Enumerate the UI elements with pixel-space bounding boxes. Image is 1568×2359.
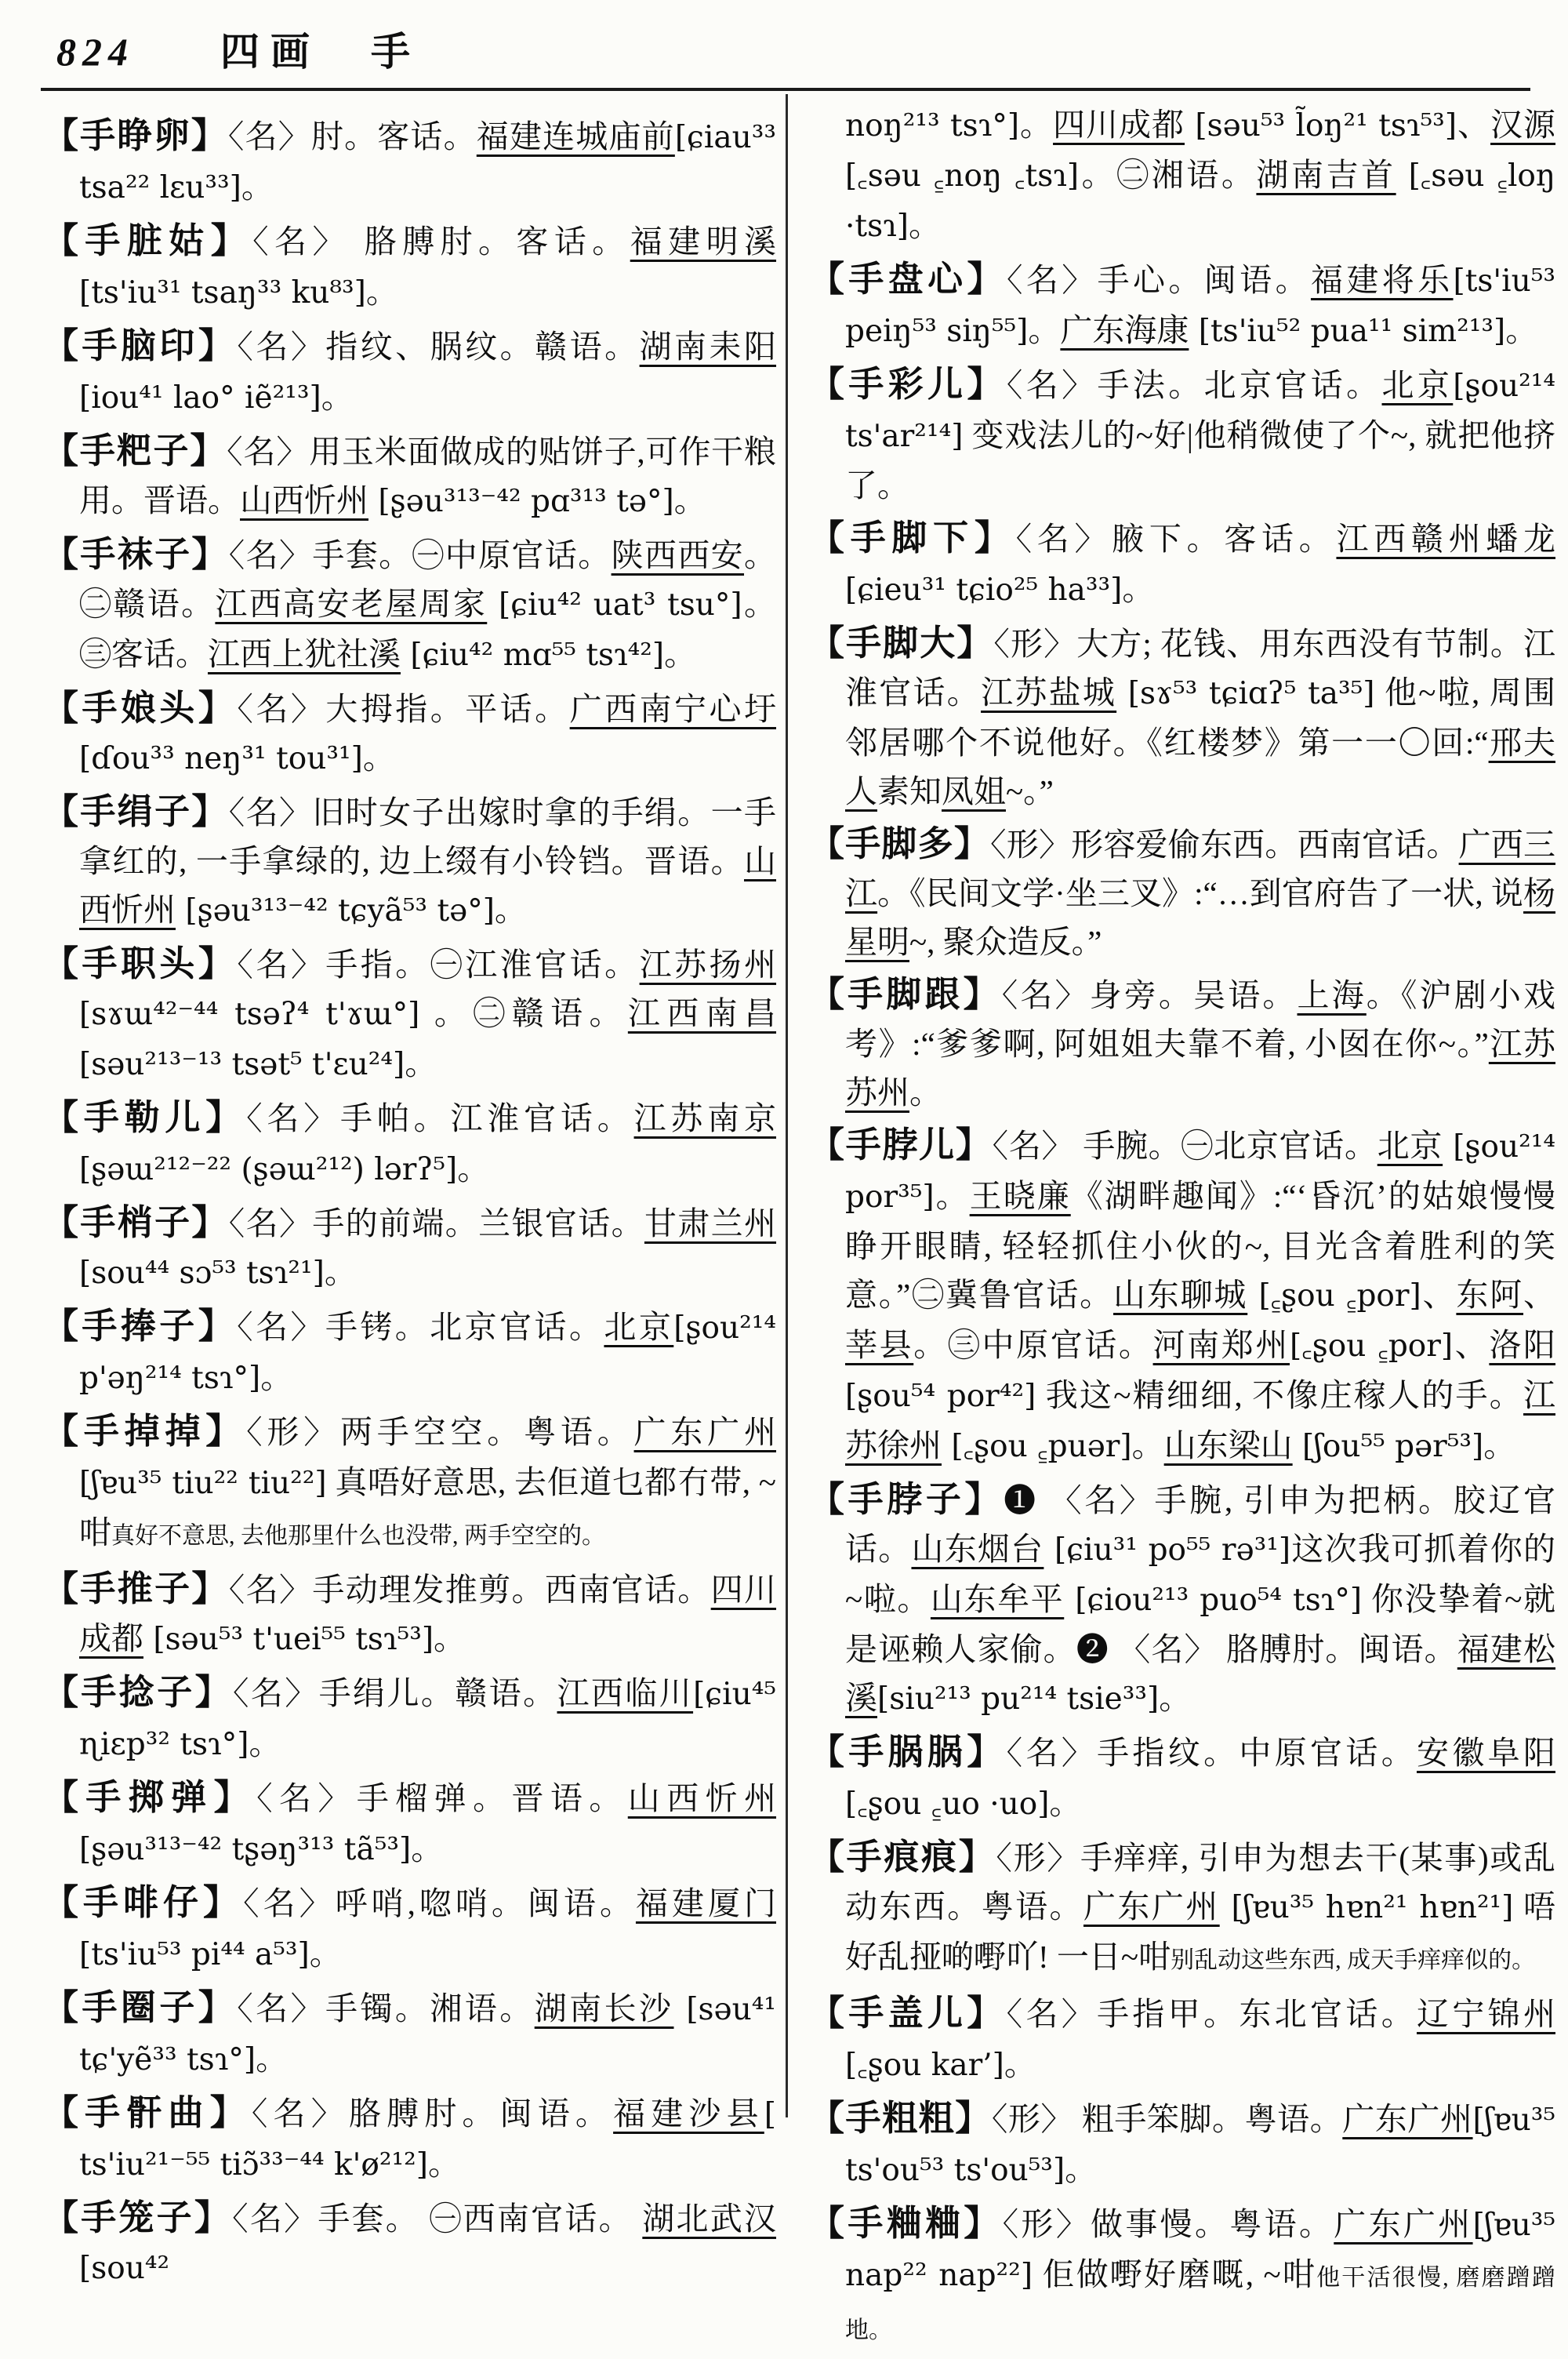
place-name: 王晓廉 [969,1178,1071,1214]
place-name: 江苏徐州 [845,1377,1555,1463]
headword: 【手脖儿】 [809,1125,993,1165]
definition-text: 、 [1457,107,1491,143]
phonetic-transcription: [səu⁵³ l̃oŋ²¹ tsɿ⁵³] [1185,108,1457,144]
headword: 【手脚大】 [809,623,994,663]
page-header [56,20,421,77]
entry-手脚多 [809,820,1555,966]
headword: 【手勒儿】 [43,1098,247,1137]
definition-text: 。 [1131,1427,1164,1463]
definition-text: 〈名〉手心。闽语。 [1006,262,1311,298]
place-name: 杨星明 [845,875,1556,960]
headword: 【手啡仔】 [43,1883,244,1922]
place-name: 广东广州 [1342,2101,1473,2137]
place-name: 广东广州 [1083,1888,1220,1925]
entry-手睁卵 [43,111,776,213]
place-name: 安徽阜阳 [1417,1735,1555,1771]
place-name: 山东烟台 [911,1531,1044,1567]
definition-text: 。㊁湘语。 [1079,157,1257,193]
definition-text: 〈名〉呼哨,唿哨。闽语。 [243,1885,636,1921]
entry-手彩儿 [809,360,1555,510]
definition-text: 我这~精细细, 不像庄稼人的手。 [1036,1377,1523,1413]
definition-text: 〈名〉手指纹。中原官话。 [1006,1735,1417,1771]
definition-text: ~, 聚众造反。” [909,924,1102,960]
place-name: 江西赣州蟠龙 [1336,521,1556,557]
entry-手掷弹 [43,1773,776,1874]
place-name: 莘县 [845,1327,914,1363]
entry-手梢子 [43,1198,776,1298]
place-name: 福建厦门 [635,1885,776,1921]
definition-text: 唔好乱挜啲嘢吖! 一日~咁 [845,1888,1556,1975]
phonetic-transcription: [sɤ⁵³ tɕiɑʔ⁵ ta³⁵] [1116,676,1375,711]
phonetic-transcription: [꜁ʂou ꜁por] [1247,1278,1421,1314]
place-name: 湖南吉首 [1256,157,1396,193]
entry-手脚跟 [809,970,1555,1117]
definition-text: ~。” [1006,773,1054,809]
headword: 【手职头】 [43,944,238,983]
place-name: 上海 [1297,977,1367,1013]
headword: 【手掉掉】 [43,1412,247,1451]
column-left [43,111,776,2297]
definition-text: 〈名〉大拇指。平话。 [237,691,570,727]
column-divider [786,94,788,2117]
place-name: 甘肃兰州 [644,1205,777,1241]
definition-text: 。㊂客话。 [79,586,776,672]
place-name: 山西忻州 [627,1780,777,1816]
entry-手粬粬 [809,2199,1555,2355]
phonetic-transcription: [꜀ʂou ꜁uo ·uo] [845,1787,1050,1822]
definition-text: 〈名〉手镯。湘语。 [237,1990,535,2026]
phonetic-transcription: [꜀ʂou ꜁puər] [942,1429,1132,1464]
entry-手脖儿 [809,1121,1555,1471]
phonetic-transcription: [ʂəɯ²¹²⁻²² (ʂəɯ²¹²) lərʔ⁵] [79,1152,458,1187]
headword: 【手圈子】 [43,1988,238,2027]
entry-手笼子 [43,2194,776,2293]
headword: 【手笼子】 [43,2198,233,2237]
entry-手骭曲 [43,2088,776,2190]
phonetic-transcription: [ʂou²¹⁴ ts'ar²¹⁴] [845,369,1555,454]
phonetic-transcription: [sou⁴² [79,2251,170,2286]
phonetic-transcription: [ɕiu⁴⁵ ɳiɛp³² tsɿ°] [79,1677,776,1762]
page-number: 824 [56,30,134,74]
headword: 【手脚下】 [809,518,1016,558]
place-name: 江西南昌 [627,995,777,1031]
definition-text: 这次我可抓着你的~啦。 [845,1531,1556,1617]
headword: 【手盘心】 [809,260,1007,299]
definition-text: 〈形〉形容爱偷东西。西南官话。 [990,827,1459,863]
phonetic-transcription: [sou⁴⁴ sɔ⁵³ tsɿ²¹] [79,1256,325,1291]
entry-手捻子 [43,1668,776,1769]
entry-手勒儿 [43,1093,776,1194]
phonetic-transcription: [ts'iu³¹ tsaŋ³³ ku⁸³] [79,275,366,311]
definition-text: 〈形〉 粗手笨脚。粤语。 [991,2101,1343,2137]
definition-text: 。 [1065,2151,1098,2187]
headword: 【手粑子】 [43,431,227,471]
headword: 【手娘头】 [43,689,238,728]
headword: 【手睁卵】 [43,116,228,155]
place-name: 汉源 [1490,107,1556,143]
definition-text: 、 [1453,1327,1490,1363]
definition-text: 〈名〉旧时女子出嫁时拿的手绢。一手拿红的, 一手拿绿的, 边上缀有小铃铛。晋语。 [79,794,776,879]
entry-手脚大 [809,619,1555,816]
phonetic-transcription: [ ts'iu²¹⁻⁵⁵ tiɔ̃³³⁻⁴⁴ k'ø²¹²] [79,2097,776,2183]
definition-text: 《湖畔趣闻》:“‘昏沉’的姑娘慢慢睁开眼睛, 轻轻抓住小伙的~, 目光含着胜利的笑意。”㊁冀鲁官话。 [845,1178,1556,1313]
definition-text: 。 [1483,1427,1516,1463]
definition-text: 〈名〉腋下。客话。 [1015,521,1337,557]
entry-手脑印 [43,322,776,423]
definition-text: 。 [1159,1680,1192,1716]
definition-text: 。 [1004,2046,1036,2082]
place-name: 江西上犹社溪 [208,636,401,672]
headword: 【手彩儿】 [809,365,1007,404]
place-name: 福建松溪 [845,1631,1556,1716]
place-name: 四川成都 [79,1572,777,1656]
definition-text: 、 [1523,1277,1556,1313]
phonetic-transcription: [ʂəu³¹³⁻⁴² pɑ³¹³ tə°] [368,484,674,519]
definition-text: 〈形〉两手空空。粤语。 [246,1414,634,1450]
definition-text: 〈名〉手榴弹。晋语。 [256,1780,628,1816]
definition-text: 真唔好意思, 去佢道乜都冇带, ~咁 [79,1464,776,1550]
place-name: 江西高安老屋周家 [215,586,488,622]
definition-text: 素知 [877,773,942,809]
definition-text: 。 [324,1254,357,1290]
place-name: 江苏南京 [633,1100,776,1136]
place-name: 山东牟平 [930,1581,1065,1617]
phonetic-transcription: [꜀ʂou kar’] [845,2048,1004,2083]
definition-text: 。 [249,1725,281,1761]
definition-text: 佢做嘢好磨嘅, ~咁 [1033,2256,1317,2292]
phonetic-transcription: [ʃɐu³⁵ nap²² nap²²] [845,2208,1556,2293]
place-name: 河南郑州 [1152,1327,1290,1363]
place-name: 福建连城庙前 [476,118,675,154]
entry-手圈子 [43,1983,776,2085]
definition-text: 。㊂中原官话。 [913,1327,1153,1363]
place-name: 凤姐 [942,773,1006,809]
headword: 【手梢子】 [43,1203,229,1242]
entry-手盘心 [809,255,1555,356]
place-name: 山东梁山 [1163,1427,1293,1463]
phonetic-transcription: [səu⁴¹ tɕ'yẽ³³ tsɿ°] [79,1992,777,2077]
phonetic-transcription: [꜀səu ꜁noŋ ꜀tsɿ] [845,158,1080,194]
definition-text: ❶ 〈名〉手腕, 引申为把柄。胶辽官话。 [845,1482,1555,1567]
translation-gloss: 他干活很慢, 磨磨蹭蹭地。 [845,2265,1555,2343]
place-name: 江西临川 [557,1675,694,1711]
headword: 【手脏姑】 [43,221,253,260]
definition-text: 。 [934,1178,970,1214]
definition-text: 〈名〉 手腕。㊀北京官话。 [992,1128,1377,1164]
phonetic-transcription: [ɕiu³¹ po⁵⁵ rə³¹] [1044,1532,1291,1568]
entry-手脶脶 [809,1728,1555,1829]
entry-手脚下 [809,514,1555,615]
phonetic-transcription: [ɕiau³³ tsa²² lɛu³³] [79,120,776,205]
phonetic-transcription: [ʃɐu³⁵ ts'ou⁵³ ts'ou⁵³] [845,2103,1555,2188]
definition-text: 。 [362,740,395,776]
phonetic-transcription: [ʂəu³¹³⁻⁴² tʂəŋ³¹³ tã⁵³] [79,1832,412,1867]
definition-text: 〈名〉手法。北京官话。 [1006,367,1382,403]
place-name: 山东聊城 [1112,1277,1248,1313]
place-name: 东阿 [1456,1277,1524,1313]
entry-手粑子 [43,427,776,526]
phonetic-transcription: [꜀ʂou ꜁por] [1290,1329,1454,1364]
phonetic-transcription: [ɕiu⁴² uat³ tsu°] [487,587,742,623]
phonetic-transcription: [ts'iu⁵³ pi⁴⁴ a⁵³] [79,1937,310,1972]
headword: 【手脶脶】 [809,1732,1007,1772]
definition-text: 〈形〉做事慢。粤语。 [1002,2206,1334,2242]
phonetic-transcription: [ɗou³³ neŋ³¹ tou³¹] [79,741,363,776]
phonetic-transcription: [ʂou²¹⁴ por³⁵] [845,1129,1555,1215]
place-name: 福建将乐 [1310,262,1454,298]
definition-text: 。《沪剧小戏考》:“爹爹啊, 阿姐姐夫靠不着, 小囡在你~。” [845,977,1556,1062]
headword: 【手绢子】 [43,792,229,831]
definition-text: 。 [321,379,354,415]
phonetic-transcription: [ʃɐu³⁵ hɐn²¹ hɐn²¹] [1219,1890,1514,1925]
headword: 【手粗粗】 [809,2099,992,2138]
definition-text: 。 [427,2146,460,2182]
definition-text: 〈名〉手帕。江淮官话。 [246,1100,634,1136]
section-title: 四画 手 [220,30,421,74]
headword: 【手捧子】 [43,1307,238,1346]
definition-text: 你没挚着~就是诬赖人家偷。❷ 〈名〉 胳膊肘。闽语。 [845,1581,1556,1667]
entry-手职头 [43,940,776,1089]
place-name: 福建明溪 [630,224,777,260]
place-name: 北京 [1381,367,1454,403]
entry-手盖儿 [809,1989,1555,2090]
definition-text: 〈名〉用玉米面做成的贴饼子,可作干粮用。晋语。 [79,434,776,518]
phonetic-transcription: [siu²¹³ pu²¹⁴ tsie³³] [877,1681,1160,1717]
phonetic-transcription: [ʃou⁵⁵ pər⁵³] [1292,1429,1484,1464]
definition-text: 〈形〉手痒痒, 引申为想去干(某事)或乱动东西。粤语。 [845,1840,1555,1925]
place-name: 福建沙县 [613,2095,764,2132]
definition-text: 。 [256,2041,289,2077]
definition-text: 。 [434,1620,466,1656]
definition-text: 。 [1122,571,1155,607]
definition-text: 。 [908,207,941,243]
place-name: 邢夫人 [845,725,1555,809]
place-name: 湖南耒阳 [639,329,777,365]
definition-text: 。 [457,1150,490,1187]
entry-手推子 [43,1565,776,1664]
translation-gloss: 别乱动这些东西, 成天手痒痒似的。 [1171,1947,1536,1973]
phonetic-transcription: [ʂəu³¹³⁻⁴² tɕyã⁵³ tə°] [176,893,495,929]
definition-text: 。 [1019,107,1054,143]
column-right [809,100,1555,2359]
definition-text: 〈形〉大方; 花钱、用东西没有节制。江淮官话。 [845,626,1555,711]
place-name: 洛阳 [1489,1327,1556,1363]
headword: 【手粬粬】 [809,2204,1003,2243]
place-name: 广东广州 [1334,2206,1473,2242]
definition-text: 。 [241,169,274,205]
entry-手捧子 [43,1302,776,1403]
phonetic-transcription: [ts'iu⁵² pua¹¹ sim²¹³] [1189,314,1506,349]
place-name: 辽宁锦州 [1417,1996,1555,2032]
headword: 【手脖子】 [809,1480,1004,1519]
definition-text: 。 [411,1830,444,1866]
place-name: 江苏盐城 [981,674,1117,711]
headword: 【手脚多】 [809,824,991,863]
headword: 【手捻子】 [43,1673,233,1712]
phonetic-transcription: [ʂou²¹⁴ p'əŋ²¹⁴ tsɿ°] [79,1310,777,1396]
headword: 【手痕痕】 [809,1837,996,1877]
entry-continuation [809,100,1555,251]
phonetic-transcription: [ts'iu⁵³ peiŋ⁵³ siŋ⁵⁵] [845,264,1555,349]
entry-手掉掉 [43,1407,776,1561]
definition-text: 〈名〉 胳膊肘。客话。 [252,224,630,260]
definition-text: 〈名〉手动理发推剪。西南官话。 [228,1572,711,1608]
definition-text: 。 [664,636,697,672]
place-name: 湖北武汉 [642,2201,776,2237]
entry-手啡仔 [43,1878,776,1979]
definition-text: 。 [1505,312,1538,348]
phonetic-transcription: [ʃɐu³⁵ tiu²² tiu²²] [79,1466,327,1501]
entry-手绢子 [43,787,776,936]
definition-text: 、 [1421,1277,1457,1313]
definition-text: 〈名〉身旁。吴语。 [1001,977,1298,1013]
place-name: 四川成都 [1053,107,1185,143]
definition-text: 。 [260,1359,293,1395]
headword: 【手袜子】 [43,535,229,574]
definition-text: 。《民间文学·坐三叉》:“…到官府告了一状, 说 [877,875,1524,911]
entry-手粗粗 [809,2094,1555,2195]
headword: 【手骭曲】 [43,2093,252,2132]
headword: 【手推子】 [43,1569,229,1608]
definition-text: 。 [673,482,706,518]
phonetic-transcription: [ɕiou²¹³ puo⁵⁴ tsɿ°] [1064,1583,1363,1618]
phonetic-transcription: [səu⁵³ t'uei⁵⁵ tsɿ⁵³] [143,1622,434,1657]
place-name: 湖南长沙 [534,1990,674,2026]
phonetic-transcription: [ʂou⁵⁴ por⁴²] [845,1379,1036,1414]
headword: 【手脚跟】 [809,975,1002,1014]
entry-手脏姑 [43,216,776,318]
definition-text: 〈名〉指纹、脶纹。赣语。 [237,329,640,365]
place-name: 山西忻州 [79,843,776,928]
phonetic-transcription: [səu²¹³⁻¹³ tsət⁵ t'ɛu²⁴] [79,1047,405,1082]
place-name: 江苏苏州 [845,1026,1556,1110]
headword: 【手盖儿】 [809,1994,1007,2033]
definition-text: 。 [309,1936,342,1972]
place-name: 江苏扬州 [639,947,777,983]
place-name: 山西忻州 [240,482,368,518]
place-name: 北京 [1377,1128,1443,1164]
definition-text: 〈名〉手铐。北京官话。 [237,1309,604,1345]
place-name: 北京 [604,1309,674,1345]
definition-text: 〈名〉手套。㊀中原官话。 [228,537,612,573]
phonetic-transcription: [sɤɯ⁴²⁻⁴⁴ tsəʔ⁴ t'ɤɯ°] [79,997,420,1032]
translation-gloss: 真好不意思, 去他那里什么也没带, 两手空空的。 [111,1523,605,1549]
entry-手痕痕 [809,1833,1555,1985]
definition-text: 。 [909,1074,942,1110]
definition-text: 变戏法儿的~好|他稍微使了个~, 就把他挤了。 [845,417,1555,503]
definition-text: 〈名〉肘。客话。 [227,118,477,154]
definition-text: 。 [494,892,527,928]
place-name: 广东海康 [1060,312,1189,348]
phonetic-transcription: [ɕiu⁴² mɑ⁵⁵ tsɿ⁴²] [401,638,665,673]
definition-text: 。 [365,274,398,310]
definition-text: 〈名〉手套。 ㊀西南官话。 [232,2201,643,2237]
definition-text: 。 [1049,1785,1082,1821]
phonetic-transcription: [꜀səu ꜁loŋ ·tsɿ] [845,158,1556,244]
definition-text: 〈名〉胳膊肘。闽语。 [251,2095,614,2132]
definition-text: 〈名〉手的前端。兰银官话。 [228,1205,644,1241]
place-name: 广西三江 [845,827,1556,911]
entry-手脖子 [809,1475,1555,1724]
header-rule [41,88,1530,91]
place-name: 广东广州 [633,1414,776,1450]
definition-text: 。 [405,1045,437,1081]
headword: 【手脑印】 [43,326,238,365]
definition-text: 。 [1028,312,1061,348]
place-name: 陕西西安 [611,537,745,573]
definition-text: 。㊁赣语。 [79,537,777,622]
phonetic-transcription: [ɕieu³¹ tɕio²⁵ ha³³] [845,572,1123,608]
definition-text: 〈名〉手指。㊀江淮官话。 [237,947,640,983]
headword: 【手掷弹】 [43,1778,257,1817]
definition-text: 他~啦, 周围邻居哪个不说他好。《红楼梦》第一一〇回:“ [845,674,1556,761]
place-name: 广西南宁心圩 [569,691,776,727]
entry-手袜子 [43,530,776,680]
entry-手娘头 [43,684,776,783]
phonetic-transcription: [iou⁴¹ lao° iẽ²¹³] [79,380,321,416]
phonetic-transcription: noŋ²¹³ tsɿ°] [845,108,1020,144]
definition-text: 〈名〉手指甲。东北官话。 [1006,1996,1417,2032]
definition-text: 。㊁赣语。 [419,995,628,1031]
definition-text: 〈名〉手绢儿。赣语。 [233,1675,557,1711]
